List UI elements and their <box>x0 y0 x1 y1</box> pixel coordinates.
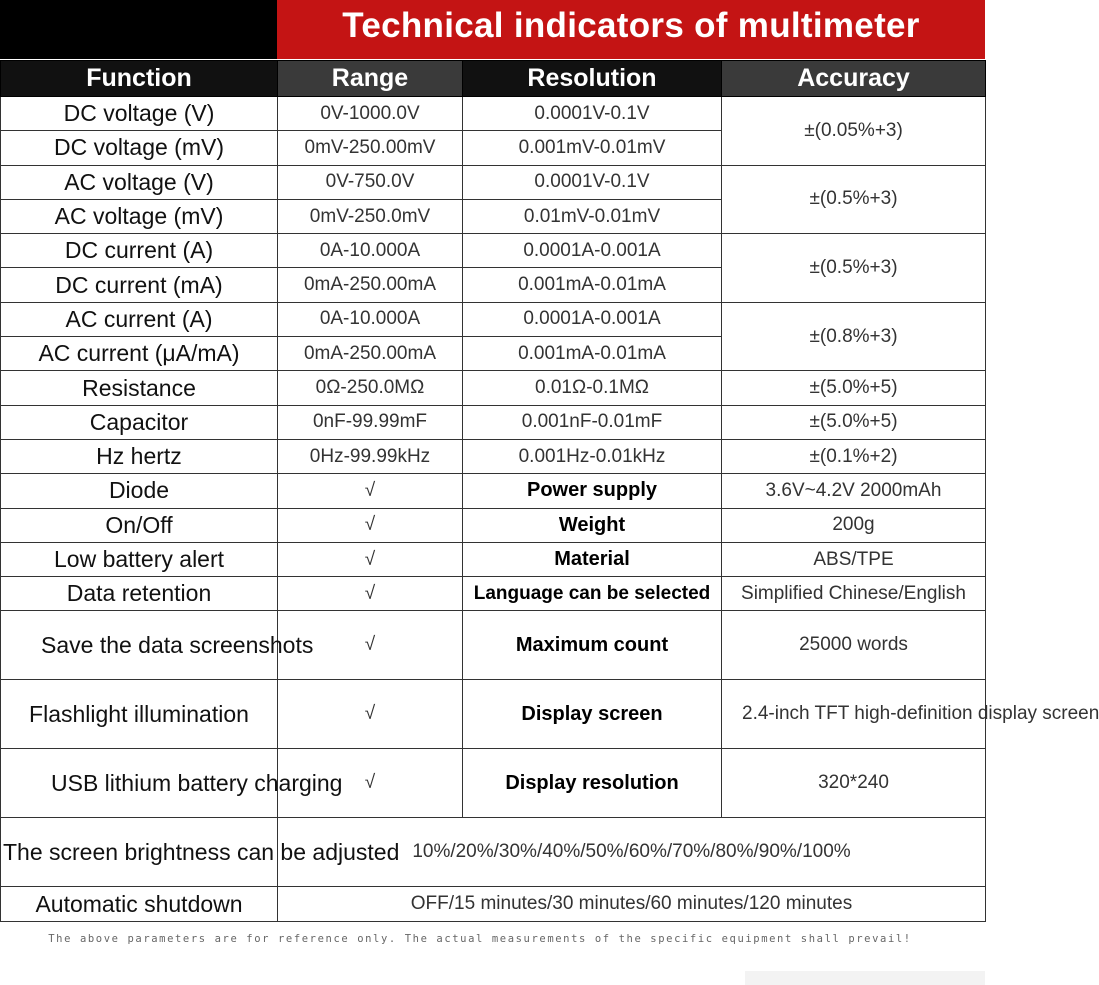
range-cell: 0V-1000.0V <box>278 97 463 131</box>
resolution-cell: 0.01mV-0.01mV <box>463 199 722 233</box>
function-cell: DC voltage (V) <box>1 97 278 131</box>
function-cell: AC current (A) <box>1 302 278 336</box>
table-row <box>1 474 986 508</box>
header-range: Range <box>278 61 463 97</box>
resolution-cell: 0.0001A-0.001A <box>463 302 722 336</box>
range-cell: 0A-10.000A <box>278 234 463 268</box>
function-cell: Diode <box>1 474 278 508</box>
table-row <box>1 749 986 818</box>
function-cell: DC current (mA) <box>1 268 278 302</box>
function-cell: On/Off <box>1 508 278 542</box>
function-cell: Automatic shutdown <box>1 887 278 921</box>
range-cell: 0nF-99.99mF <box>278 405 463 439</box>
range-cell: 0Hz-99.99kHz <box>278 439 463 473</box>
function-cell: Save the data screenshots <box>1 611 278 680</box>
table-row <box>1 302 986 336</box>
accuracy-cell: ±(5.0%+5) <box>722 371 986 405</box>
range-cell: 0V-750.0V <box>278 165 463 199</box>
spec-value-cell: Simplified Chinese/English <box>722 577 986 611</box>
wide-value-cell: 10%/20%/30%/40%/50%/60%/70%/80%/90%/100% <box>278 818 986 887</box>
function-cell: Capacitor <box>1 405 278 439</box>
spec-value-cell: 320*240 <box>722 749 986 818</box>
function-cell: AC current (μA/mA) <box>1 337 278 371</box>
function-cell: Resistance <box>1 371 278 405</box>
table-row <box>1 97 986 131</box>
spec-label-cell: Material <box>463 542 722 576</box>
table-row <box>1 405 986 439</box>
table-row <box>1 680 986 749</box>
accuracy-cell: ±(5.0%+5) <box>722 405 986 439</box>
check-mark: √ <box>278 474 463 508</box>
accuracy-cell: ±(0.05%+3) <box>722 97 986 166</box>
function-cell: Low battery alert <box>1 542 278 576</box>
check-mark: √ <box>278 508 463 542</box>
check-mark: √ <box>278 542 463 576</box>
check-mark: √ <box>278 611 463 680</box>
header-accuracy: Accuracy <box>722 61 986 97</box>
resolution-cell: 0.01Ω-0.1MΩ <box>463 371 722 405</box>
function-cell: Data retention <box>1 577 278 611</box>
table-row <box>1 371 986 405</box>
table-row <box>1 234 986 268</box>
spec-label-cell: Language can be selected <box>463 577 722 611</box>
function-cell: AC voltage (mV) <box>1 199 278 233</box>
corner-shade <box>745 971 985 985</box>
spec-label-cell: Maximum count <box>463 611 722 680</box>
wide-value-cell: OFF/15 minutes/30 minutes/60 minutes/120 minutes <box>278 887 986 921</box>
check-mark: √ <box>278 577 463 611</box>
accuracy-cell: ±(0.5%+3) <box>722 165 986 234</box>
spec-label-cell: Display screen <box>463 680 722 749</box>
table-row <box>1 508 986 542</box>
range-cell: 0Ω-250.0MΩ <box>278 371 463 405</box>
spec-value-cell: ABS/TPE <box>722 542 986 576</box>
spec-label-cell: Display resolution <box>463 749 722 818</box>
page-title: Technical indicators of multimeter <box>342 6 920 45</box>
spec-value-cell: 3.6V~4.2V 2000mAh <box>722 474 986 508</box>
function-cell: Flashlight illumination <box>1 680 278 749</box>
table-row <box>1 818 986 887</box>
function-cell: DC current (A) <box>1 234 278 268</box>
resolution-cell: 0.001mA-0.01mA <box>463 337 722 371</box>
spec-label-cell: Power supply <box>463 474 722 508</box>
table-row <box>1 542 986 576</box>
range-cell: 0mA-250.00mA <box>278 268 463 302</box>
spec-label-cell: Weight <box>463 508 722 542</box>
spec-value-cell: 2.4-inch TFT high-definition display screen <box>722 680 986 749</box>
resolution-cell: 0.001mA-0.01mA <box>463 268 722 302</box>
resolution-cell: 0.0001V-0.1V <box>463 97 722 131</box>
footnote: The above parameters are for reference only. The actual measurements of the specific equipment shall prevail! <box>48 933 912 945</box>
accuracy-cell: ±(0.5%+3) <box>722 234 986 303</box>
table-row <box>1 887 986 921</box>
table-row <box>1 611 986 680</box>
resolution-cell: 0.0001A-0.001A <box>463 234 722 268</box>
resolution-cell: 0.001mV-0.01mV <box>463 131 722 165</box>
function-cell: Hz hertz <box>1 439 278 473</box>
spec-table <box>0 60 1099 922</box>
range-cell: 0mV-250.00mV <box>278 131 463 165</box>
resolution-cell: 0.001Hz-0.01kHz <box>463 439 722 473</box>
range-cell: 0mA-250.00mA <box>278 337 463 371</box>
function-cell: AC voltage (V) <box>1 165 278 199</box>
header-row <box>1 61 986 97</box>
resolution-cell: 0.001nF-0.01mF <box>463 405 722 439</box>
table-row <box>1 165 986 199</box>
spec-value-cell: 200g <box>722 508 986 542</box>
range-cell: 0A-10.000A <box>278 302 463 336</box>
accuracy-cell: ±(0.1%+2) <box>722 439 986 473</box>
spec-value-cell: 25000 words <box>722 611 986 680</box>
resolution-cell: 0.0001V-0.1V <box>463 165 722 199</box>
table-row <box>1 577 986 611</box>
range-cell: 0mV-250.0mV <box>278 199 463 233</box>
function-cell: DC voltage (mV) <box>1 131 278 165</box>
check-mark: √ <box>278 680 463 749</box>
function-cell: USB lithium battery charging <box>1 749 278 818</box>
header-function: Function <box>1 61 278 97</box>
function-cell: The screen brightness can be adjusted <box>1 818 278 887</box>
check-mark: √ <box>278 749 463 818</box>
accuracy-cell: ±(0.8%+3) <box>722 302 986 371</box>
table-row <box>1 439 986 473</box>
header-resolution: Resolution <box>463 61 722 97</box>
